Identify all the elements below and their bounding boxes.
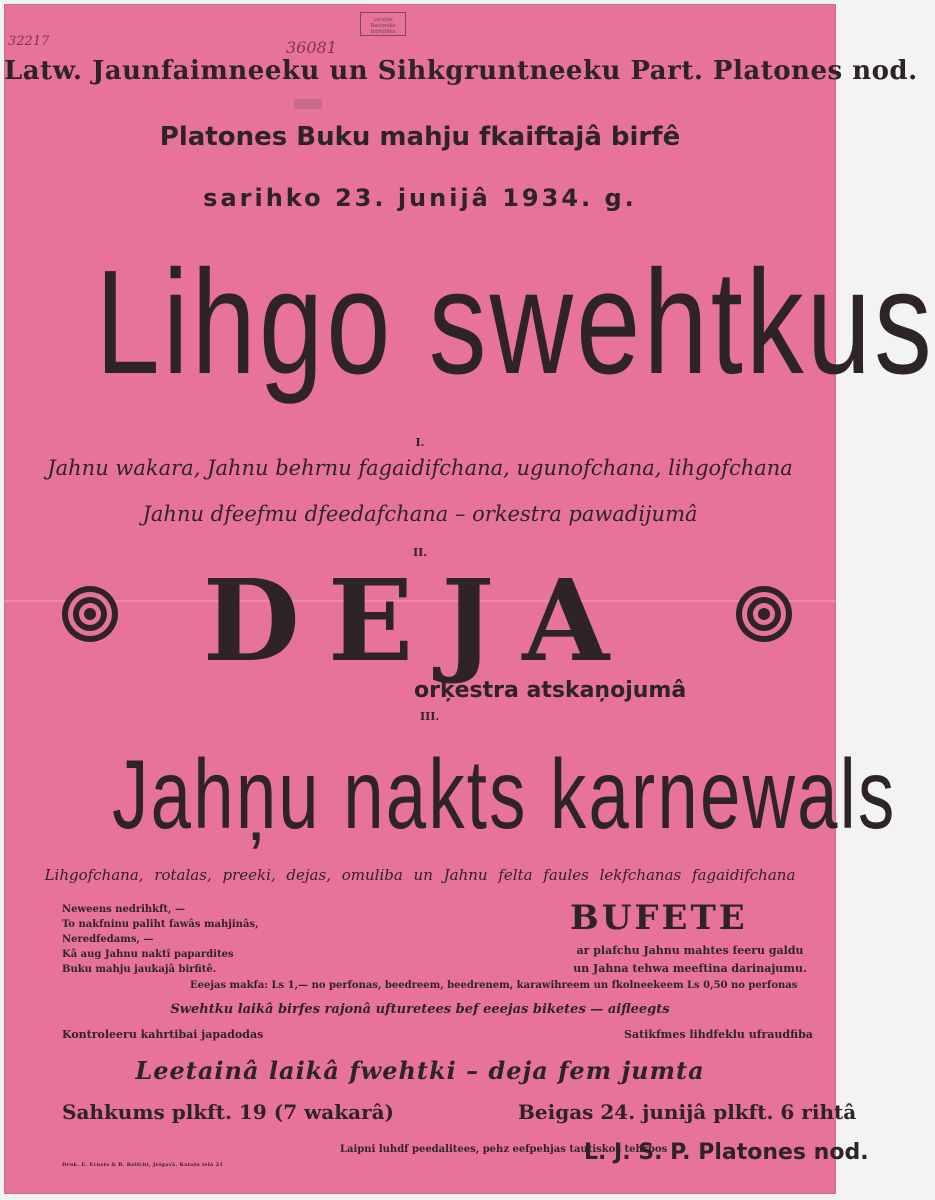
concentric-circles-icon: [734, 584, 794, 644]
section-numeral-1: I.: [415, 436, 425, 449]
handwritten-reference: 32217: [8, 34, 50, 49]
verse-line: Buku mahju jaukajâ birfitê.: [62, 964, 217, 975]
bufete-description: ar plafchu Jahnu mahtes feeru galdu un Jahna tehwa meeftina darinajumu.: [573, 944, 807, 975]
entry-fee: Eeejas makfa: Ls 1,— no perfonas, beedreem, beedrenem, karawihreem un fkolneekeem Ls 0,50 no perfonas: [190, 980, 798, 991]
stamp-smudge: [294, 99, 322, 109]
section1-line-a: Jahnu wakara, Jahnu behrnu fagaidifchana, ugunofchana, lihgofchana: [47, 456, 793, 480]
control-notice: Kontroleeru kahrtibai japadodas: [62, 1028, 264, 1041]
main-title: Lihgo swehtkus: [95, 240, 935, 405]
section-numeral-2: II.: [412, 546, 428, 559]
dance-title: DEJA: [202, 556, 638, 687]
dance-subtitle: orķestra atskaņojumâ: [414, 678, 687, 703]
handwritten-number: 36081: [286, 38, 337, 57]
section-numeral-3: III.: [420, 710, 440, 723]
verse-line: Neweens nedrihkft, —: [62, 904, 185, 915]
verse-line: To nakfninu paliht fawâs mahjinâs,: [62, 919, 259, 930]
archive-stamp-text: Latvijas Nacionālā bibliotēka: [370, 17, 396, 35]
organizer-signature: L. J. S. P. Platones nod.: [584, 1140, 869, 1165]
verse-line: Neredfedams, —: [62, 934, 154, 945]
section1-line-b: Jahnu dfeefmu dfeedafchana – orkestra pawadijumâ: [142, 502, 698, 526]
header-venue: Platones Buku mahju fkaiftajâ birfê: [159, 122, 681, 152]
bufete-title: BUFETE: [570, 898, 748, 938]
verse-line: Kâ aug Jahnu naktî papardites: [62, 949, 234, 960]
archive-stamp: [360, 12, 406, 36]
start-time: Sahkums plkft. 19 (7 wakarâ): [62, 1100, 395, 1124]
traffic-supervision: Satikfmes lihdfeklu ufraudfiba: [624, 1028, 813, 1041]
rain-notice: Leetainâ laikâ fwehtki – deja fem jumta: [135, 1056, 705, 1085]
end-time: Beigas 24. junijâ plkft. 6 rihtâ: [518, 1100, 857, 1124]
poster-sheet: [4, 4, 935, 1194]
header-organization: Latw. Jaunfaimneeku un Sihkgruntneeku Part. Platones nod.: [4, 56, 918, 86]
ticket-warning: Swehtku laikâ birfes rajonâ ufturetees bef eeejas biketes — aifleegts: [170, 1002, 670, 1017]
costume-request: Laipni luhdf peedalitees, pehz eefpehjas tautiskos tehrpos: [340, 1144, 668, 1155]
carnival-events: Lihgofchana, rotalas, preeki, dejas, omuliba un Jahnu felta faules lekfchanas fagaidifchana: [44, 866, 796, 884]
verse-block: [62, 902, 259, 977]
printer-imprint: Druk. E. Ernsts & R. Belfchi, Jelgavâ. Katoļu ielâ 21: [62, 1162, 224, 1168]
carnival-title: Jahņu nakts karnewals: [112, 739, 897, 849]
header-date: sarihko 23. junijâ 1934. g.: [203, 184, 637, 212]
